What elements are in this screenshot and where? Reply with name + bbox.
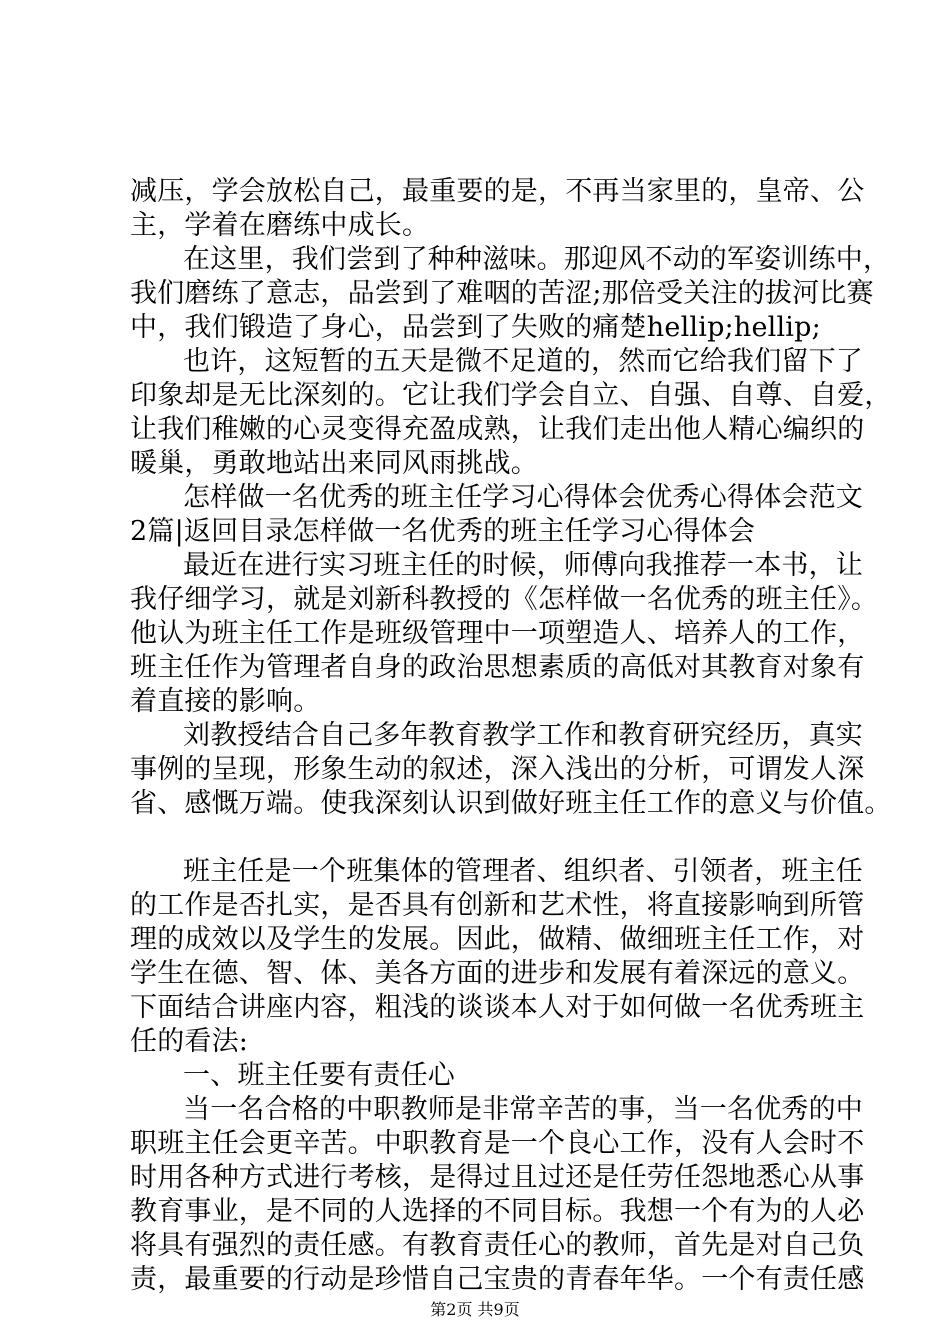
text-line: 职班主任会更辛苦。中职教育是一个良心工作，没有人会时不 [130,1128,865,1159]
text-line: 我们磨练了意志，品尝到了难咽的苦涩;那倍受关注的拔河比赛 [130,278,874,309]
text-line: 刘教授结合自己多年教育教学工作和教育研究经历，真实 [183,720,863,751]
text-line: 班主任作为管理者自身的政治思想素质的高低对其教育对象有 [130,652,865,683]
text-line: 让我们稚嫩的心灵变得充盈成熟，让我们走出他人精心编织的 [130,414,865,445]
text-line: 时用各种方式进行考核，是得过且过还是任劳任怨地悉心从事 [130,1162,865,1193]
section-heading: 2篇|返回目录怎样做一名优秀的班主任学习心得体会 [130,516,756,547]
text-line: 最近在进行实习班主任的时候，师傅向我推荐一本书，让 [183,550,863,581]
text-line: 事例的呈现，形象生动的叙述，深入浅出的分析，可谓发人深 [130,754,865,785]
text-line: 主，学着在磨练中成长。 [130,210,430,241]
text-line: 理的成效以及学生的发展。因此，做精、做细班主任工作，对 [130,924,865,955]
text-line: 中，我们锻造了身心，品尝到了失败的痛楚hellip;hellip; [130,312,821,343]
text-line: 他认为班主任工作是班级管理中一项塑造人、培养人的工作， [130,618,865,649]
text-line: 也许，这短暂的五天是微不足道的，然而它给我们留下了 [183,346,863,377]
text-line: 教育事业，是不同的人选择的不同目标。我想一个有为的人必 [130,1196,865,1227]
page-footer: 第2页 共9页 [430,1300,520,1319]
text-line: 学生在德、智、体、美各方面的进步和发展有着深远的意义。 [130,958,865,989]
text-line: 责，最重要的行动是珍惜自己宝贵的青春年华。一个有责任感 [130,1264,865,1295]
text-line: 的工作是否扎实，是否具有创新和艺术性，将直接影响到所管 [130,890,865,921]
text-line: 将具有强烈的责任感。有教育责任心的教师，首先是对自己负 [130,1230,865,1261]
text-line: 任的看法: [130,1026,249,1057]
text-line: 下面结合讲座内容，粗浅的谈谈本人对于如何做一名优秀班主 [130,992,865,1023]
text-line: 省、感慨万端。使我深刻认识到做好班主任工作的意义与价值。 [130,788,892,819]
text-line: 班主任是一个班集体的管理者、组织者、引领者，班主任 [183,856,863,887]
text-line: 当一名合格的中职教师是非常辛苦的事，当一名优秀的中 [183,1094,863,1125]
text-line: 印象却是无比深刻的。它让我们学会自立、自强、自尊、自爱， [130,380,892,411]
section-heading: 怎样做一名优秀的班主任学习心得体会优秀心得体会范文 [183,482,863,513]
text-line: 暖巢，勇敢地站出来同风雨挑战。 [130,448,538,479]
text-line: 在这里，我们尝到了种种滋味。那迎风不动的军姿训练中， [183,244,891,275]
text-line: 减压，学会放松自己，最重要的是，不再当家里的，皇帝、公 [130,176,865,207]
text-line: 我仔细学习，就是刘新科教授的《怎样做一名优秀的班主任》。 [130,584,879,615]
subheading: 一、班主任要有责任心 [183,1060,455,1091]
text-line: 着直接的影响。 [130,686,321,717]
